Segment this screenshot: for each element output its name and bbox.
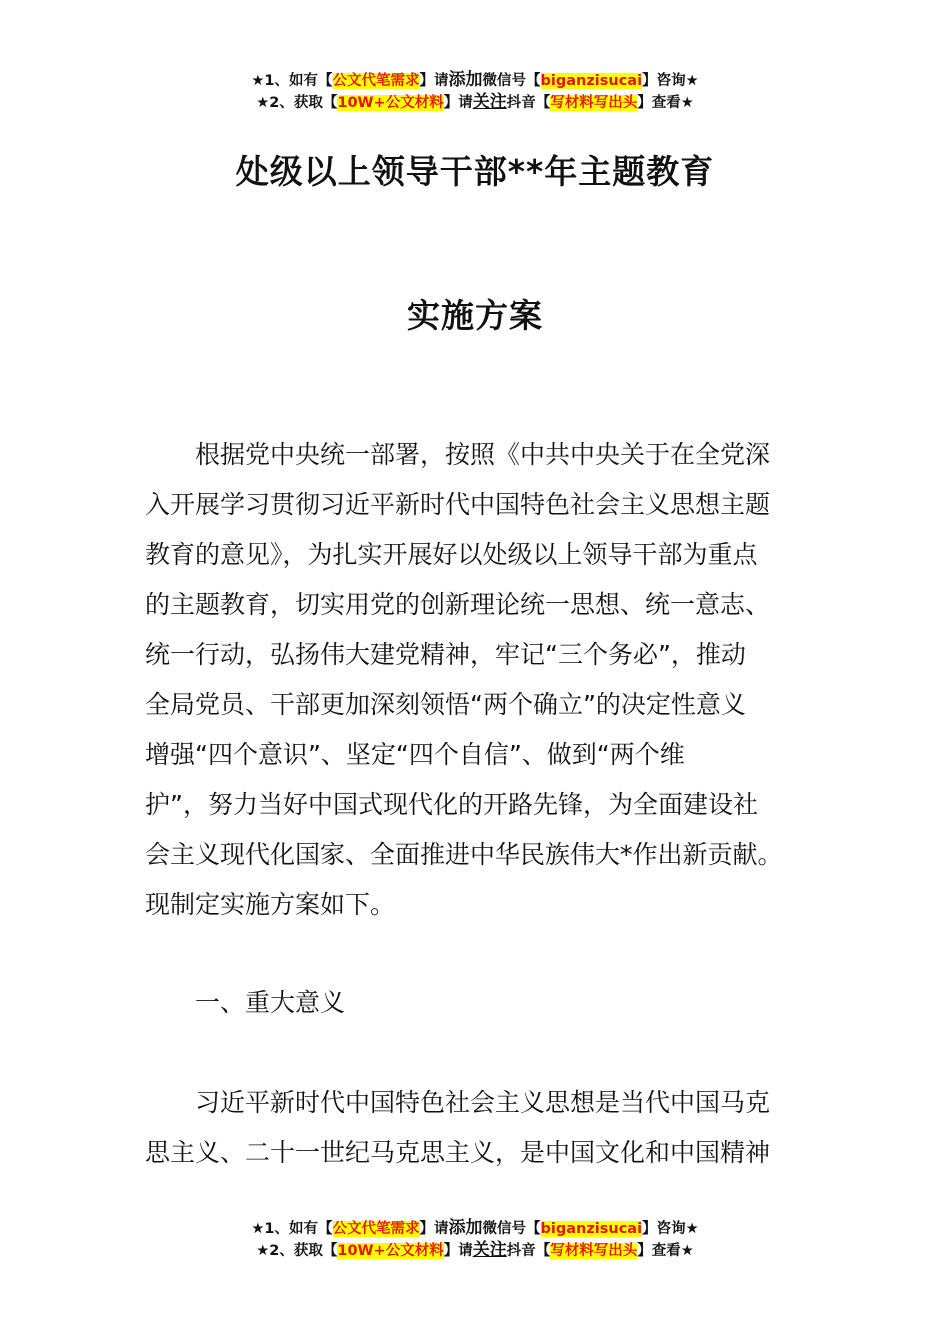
promo-line-1: ★1、如有【公文代笔需求】请添加微信号【biganzisucai】咨询★ xyxy=(251,70,699,90)
text-line: 全局党员、干部更加深刻领悟“两个确立”的决定性意义 xyxy=(145,690,746,719)
promo-line-1: ★1、如有【公文代笔需求】请添加微信号【biganzisucai】咨询★ xyxy=(251,1218,699,1238)
service-highlight: 公文代笔需求 xyxy=(332,1221,420,1237)
significance-paragraph xyxy=(145,1078,807,1178)
document-title-line-1: 处级以上领导干部**年主题教育 xyxy=(235,152,715,191)
wechat-id-highlight: biganzisucai xyxy=(540,1221,643,1237)
text-line: 会主义现代化国家、全面推进中华民族伟大*作出新贡献。 xyxy=(145,840,783,869)
text-line: 习近平新时代中国特色社会主义思想是当代中国马克 xyxy=(195,1088,771,1117)
promo-line-2: ★2、获取【10W+公文材料】请关注抖音【写材料写出头】查看★ xyxy=(256,1240,694,1260)
promo-banner-bottom xyxy=(0,1218,950,1262)
text-line: 根据党中央统一部署，按照《中共中央关于在全党深 xyxy=(195,440,771,469)
service-highlight: 公文代笔需求 xyxy=(332,73,420,89)
text-line: 护”，努力当好中国式现代化的开路先锋，为全面建设社 xyxy=(145,790,758,819)
text-line: 的主题教育，切实用党的创新理论统一思想、统一意志、 xyxy=(145,590,771,619)
text-line: 思主义、二十一世纪马克思主义，是中国文化和中国精神 xyxy=(145,1138,771,1167)
douyin-account-highlight: 写材料写出头 xyxy=(550,95,638,111)
materials-highlight: 10W+公文材料 xyxy=(337,95,444,111)
document-title-line-2: 实施方案 xyxy=(407,296,543,335)
douyin-account-highlight: 写材料写出头 xyxy=(550,1243,638,1259)
text-line: 教育的意见》，为扎实开展好以处级以上领导干部为重点 xyxy=(145,540,758,569)
intro-paragraph xyxy=(145,430,807,930)
promo-banner-top xyxy=(0,70,950,114)
text-line: 增强“四个意识”、坚定“四个自信”、做到“两个维 xyxy=(145,740,685,769)
text-line: 入开展学习贯彻习近平新时代中国特色社会主义思想主题 xyxy=(145,490,771,519)
promo-line-2: ★2、获取【10W+公文材料】请关注抖音【写材料写出头】查看★ xyxy=(256,92,694,112)
wechat-id-highlight: biganzisucai xyxy=(540,73,643,89)
text-line: 统一行动，弘扬伟大建党精神，牢记“三个务必”，推动 xyxy=(145,640,746,669)
text-line: 现制定实施方案如下。 xyxy=(145,890,396,919)
section-heading-1: 一、重大意义 xyxy=(195,988,346,1017)
materials-highlight: 10W+公文材料 xyxy=(337,1243,444,1259)
